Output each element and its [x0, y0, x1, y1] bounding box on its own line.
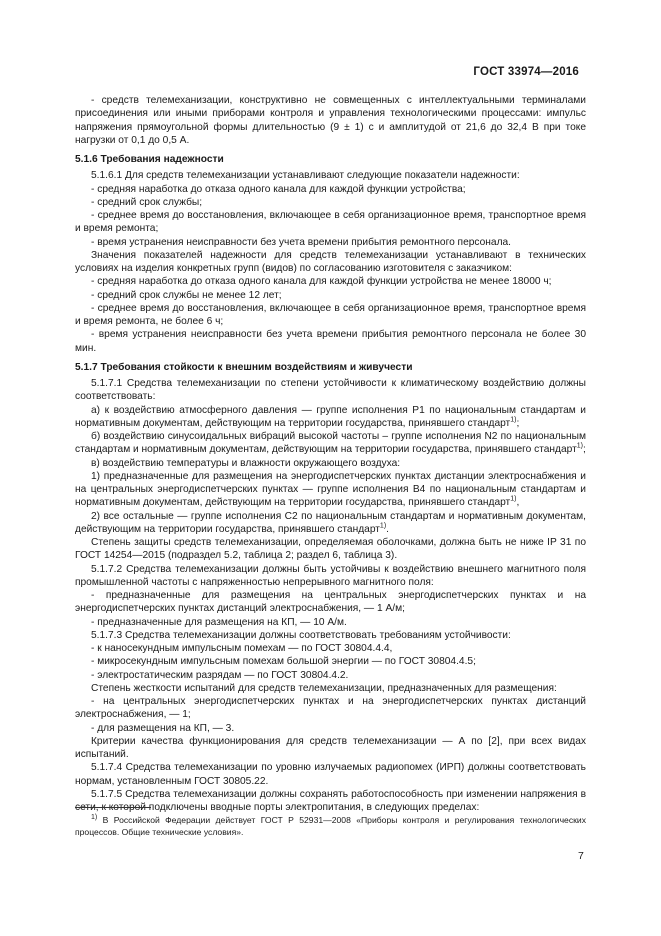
- paragraph: [75, 629, 586, 642]
- paragraph-text: - предназначенные для размещения на центральных энергодиспетчерских пунктах и на энергодиспетчерских пунктах дистанций электроснабжения, — 1 А/м;: [75, 590, 586, 615]
- paragraph-text: - электростатическим разрядам — по ГОСТ 30804.4.2.: [91, 669, 349, 681]
- footnote-reference: 1): [379, 522, 387, 530]
- paragraph-text: - микросекундным импульсным помехам большой энергии — по ГОСТ 30804.4.5;: [91, 656, 476, 668]
- footnote-mark: 1): [91, 814, 98, 822]
- paragraph-text: - время устранения неисправности без учета времени прибытия ремонтного персонала не более 30 мин.: [75, 329, 586, 354]
- paragraph: [75, 669, 586, 682]
- paragraph: [75, 536, 586, 563]
- body-text: [75, 94, 586, 814]
- paragraph-text: 5.1.6 Требования надежности: [75, 154, 224, 165]
- paragraph-text: 5.1.6.1 Для средств телемеханизации устанавливают следующие показатели надежности:: [91, 170, 520, 182]
- paragraph-text: - средний срок службы не менее 12 лет;: [91, 289, 282, 301]
- paragraph-text: - средств телемеханизации, конструктивно не совмещенных с интеллектуальными терминалами присоединения или иными приборами контроля и управления технологическими процессами: импульс напряжения прямоугольной формы длительностью (9 ± 1) с и амплитудой от 21,6 до 32,4 В при токе нагрузки от 0,1 до 0,5 А.: [75, 95, 586, 146]
- paragraph-text: - на центральных энергодиспетчерских пунктах и на энергодиспетчерских пунктах дистанций электроснабжения, — 1;: [75, 696, 586, 721]
- paragraph-tail: ,: [516, 497, 520, 509]
- footnote-reference: 1): [510, 416, 517, 424]
- paragraph: [75, 169, 586, 182]
- paragraph: [75, 289, 586, 302]
- section-heading: [75, 153, 586, 166]
- paragraph-tail: .: [386, 523, 389, 535]
- paragraph-text: 1) предназначенные для размещения на энергодиспетчерских пунктах дистанции электроснабжения и на центральных энергодиспетчерских пунктах — группе исполнения В4 по национальным стандартам и нормативным документам, действующим на территории государства, принявшего стандарт: [75, 470, 586, 509]
- paragraph-text: - время устранения неисправности без учета времени прибытия ремонтного персонала.: [91, 236, 512, 248]
- paragraph: [75, 377, 586, 404]
- paragraph-text: 5.1.7.5 Средства телемеханизации должны сохранять работоспособность при изменении напряжения в сети, к которой подключены вводные порты электропитания, в следующих пределах:: [75, 788, 586, 813]
- paragraph-text: - среднее время до восстановления, включающее в себя организационное время, транспортное время и время ремонта, не более 6 ч;: [75, 302, 586, 327]
- paragraph: [75, 94, 586, 147]
- paragraph-text: Степень защиты средств телемеханизации, определяемая оболочками, должна быть не ниже IP 31 по ГОСТ 14254—2015 (подраздел 5.2, таблица 2; раздел 6, таблица 3).: [75, 537, 586, 562]
- paragraph: [75, 642, 586, 655]
- paragraph-text: - к наносекундным импульсным помехам — по ГОСТ 30804.4.4,: [91, 643, 393, 654]
- paragraph-text: Критерии качества функционирования для средств телемеханизации — А по [2], при всех видах испытаний.: [75, 735, 586, 760]
- paragraph-text: Значения показателей надежности для средств телемеханизации устанавливают в технических условиях на изделия конкретных групп (видов) по согласованию изготовителя с заказчиком:: [75, 249, 586, 274]
- paragraph: [75, 430, 586, 457]
- paragraph: [75, 249, 586, 276]
- paragraph: [75, 209, 586, 236]
- paragraph-text: в) воздействию температуры и влажности окружающего воздуха:: [91, 457, 401, 469]
- paragraph-text: а) к воздействию атмосферного давления — группе исполнения Р1 по национальным стандартам и нормативным документам, действующим на территории государства, принявшего стандарт: [75, 404, 586, 429]
- paragraph: [75, 616, 586, 629]
- paragraph-text: Степень жесткости испытаний для средств телемеханизации, предназначенных для размещения:: [91, 682, 557, 694]
- paragraph-text: - средняя наработка до отказа одного канала для каждой функции устройства;: [91, 183, 466, 195]
- footnote: [75, 814, 586, 838]
- paragraph-text: - для размещения на КП, — 3.: [91, 722, 235, 734]
- paragraph: [75, 788, 586, 815]
- paragraph-text: б) воздействию синусоидальных вибраций высокой частоты – группе исполнения N2 по национальным стандартам и нормативным документам, действующим на территории государства, принявшего стандарт: [75, 431, 586, 456]
- paragraph: [75, 302, 586, 329]
- section-heading: [75, 361, 586, 374]
- paragraph-text: 5.1.7.3 Средства телемеханизации должны соответствовать требованиям устойчивости:: [91, 629, 511, 641]
- paragraph: [75, 722, 586, 735]
- paragraph-text: - предназначенные для размещения на КП, — 10 А/м.: [91, 616, 347, 628]
- standard-designation: ГОСТ 33974—2016: [473, 66, 579, 78]
- paragraph-text: 5.1.7 Требования стойкости к внешним воздействиям и живучести: [75, 361, 413, 373]
- footnote-reference: 1): [510, 495, 517, 503]
- paragraph: [75, 655, 586, 668]
- paragraph: [75, 563, 586, 590]
- paragraph: [75, 457, 586, 470]
- paragraph: [75, 183, 586, 196]
- paragraph-text: 5.1.7.2 Средства телемеханизации должны быть устойчивы к воздействию внешнего магнитного поля промышленной частоты с напряженностью непрерывного магнитного поля:: [75, 563, 586, 588]
- paragraph: [75, 236, 586, 249]
- paragraph: [75, 404, 586, 431]
- paragraph-text: - средний срок службы;: [91, 196, 203, 208]
- paragraph-text: 5.1.7.4 Средства телемеханизации по уровню излучаемых радиопомех (ИРП) должны соответствовать нормам, установленным ГОСТ 30805.22.: [75, 762, 586, 787]
- paragraph-text: 2) все остальные — группе исполнения С2 по национальным стандартам и нормативным документам, действующим на территории государства, принявшего стандарт: [75, 510, 586, 535]
- paragraph: [75, 589, 586, 616]
- page-number: 7: [578, 850, 584, 862]
- footnote-text: В Российской Федерации действует ГОСТ Р 52931—2008 «Приборы контроля и регулирования технологических процессов. Общие технические условия».: [75, 815, 586, 837]
- paragraph-text: - средняя наработка до отказа одного канала для каждой функции устройства не менее 18000 ч;: [91, 276, 552, 288]
- paragraph: [75, 328, 586, 355]
- paragraph-tail: ;: [583, 444, 586, 456]
- paragraph: [75, 196, 586, 209]
- paragraph-tail: ;: [516, 417, 520, 429]
- paragraph: [75, 275, 586, 288]
- paragraph: [75, 695, 586, 722]
- paragraph: [75, 510, 586, 537]
- paragraph-text: 5.1.7.1 Средства телемеханизации по степени устойчивости к климатическому воздействию должны соответствовать:: [75, 378, 586, 403]
- footnote-divider: [75, 807, 151, 808]
- paragraph: [75, 682, 586, 695]
- paragraph: [75, 470, 586, 510]
- paragraph-text: - среднее время до восстановления, включающее в себя организационное время, транспортное время и время ремонта;: [75, 210, 586, 235]
- footnote-reference: 1): [576, 442, 584, 450]
- paragraph: [75, 735, 586, 762]
- paragraph: [75, 761, 586, 788]
